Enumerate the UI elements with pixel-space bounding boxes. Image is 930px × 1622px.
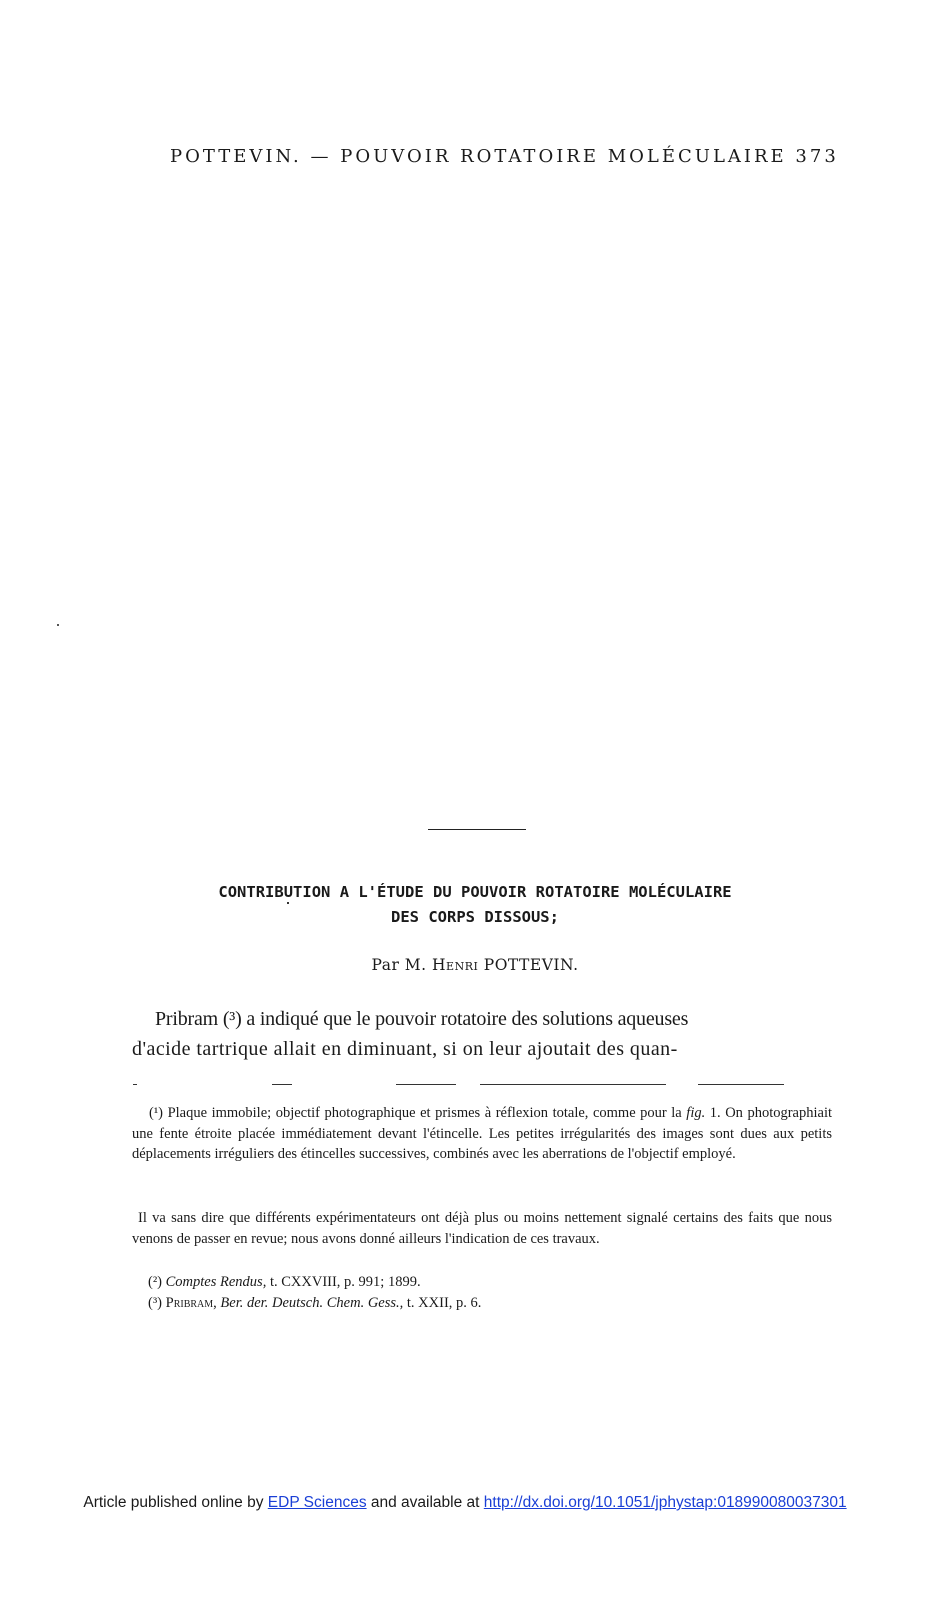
author-first-name: Henri	[432, 956, 479, 974]
publisher-link[interactable]: EDP Sciences	[267, 1494, 367, 1511]
footer-prefix: Article published online by	[83, 1494, 264, 1511]
footnote-separator	[698, 1084, 784, 1085]
footer-middle: and available at	[370, 1494, 480, 1511]
body-text-line-1: Pribram (³) a indiqué que le pouvoir rotatoire des solutions aqueuses	[155, 1008, 689, 1030]
doi-link[interactable]: http://dx.doi.org/10.1051/jphystap:018990080037301	[483, 1494, 847, 1511]
footnote-marker: (²)	[148, 1274, 163, 1290]
journal-title: Comptes Rendus,	[165, 1274, 267, 1290]
figure-reference: fig.	[686, 1105, 706, 1121]
author-last-name: POTTEVIN.	[483, 956, 579, 974]
footnote-text: 1. On photographiait une fente étroite placée immédiatement devant l'étincelle. Les petites irrégularités des images sont dues aux petits déplacements irréguliers des étincelles successives, combinés avec les aberrations de l'objectif employé.	[132, 1105, 833, 1163]
author-prefix: Par M.	[371, 956, 427, 974]
footnote-separator	[272, 1084, 292, 1085]
article-title-line-2: DES CORPS DISSOUS;	[391, 908, 559, 926]
citation-detail: t. CXXVIII, p. 991; 1899.	[269, 1274, 421, 1290]
citation-author: Pribram,	[165, 1295, 217, 1311]
footnote-separator	[480, 1084, 666, 1085]
publication-footer	[0, 1494, 930, 1512]
author-byline	[100, 956, 850, 974]
running-head: POTTEVIN. — POUVOIR ROTATOIRE MOLÉCULAIRE 373	[170, 146, 839, 167]
footnote-marker: (³)	[148, 1295, 163, 1311]
article-title-line-1: CONTRIBUTION A L'ÉTUDE DU POUVOIR ROTATOIRE MOLÉCULAIRE	[218, 883, 732, 901]
section-rule	[428, 829, 526, 830]
footnote-text: Plaque immobile; objectif photographique et prismes à réflexion totale, comme pour la	[167, 1105, 682, 1121]
footnote-separator	[133, 1084, 137, 1085]
footnote-3	[148, 1293, 748, 1314]
journal-title: Ber. der. Deutsch. Chem. Gess.,	[220, 1295, 404, 1311]
footnote-marker: (¹)	[149, 1105, 164, 1121]
body-text-line-2: d'acide tartrique allait en diminuant, si on leur ajoutait des quan-	[132, 1038, 678, 1060]
footnote-separator	[396, 1084, 456, 1085]
stray-mark	[57, 624, 59, 626]
footnote-continuation: Il va sans dire que différents expérimentateurs ont déjà plus ou moins nettement signalé certains des faits que nous venons de passer en revue; nous avons donné ailleurs l'indication de ces travaux.	[132, 1210, 832, 1247]
footnote-2	[148, 1272, 748, 1293]
citation-detail: t. XXII, p. 6.	[406, 1295, 482, 1311]
footnote-1	[132, 1103, 832, 1165]
stray-mark	[287, 902, 289, 904]
